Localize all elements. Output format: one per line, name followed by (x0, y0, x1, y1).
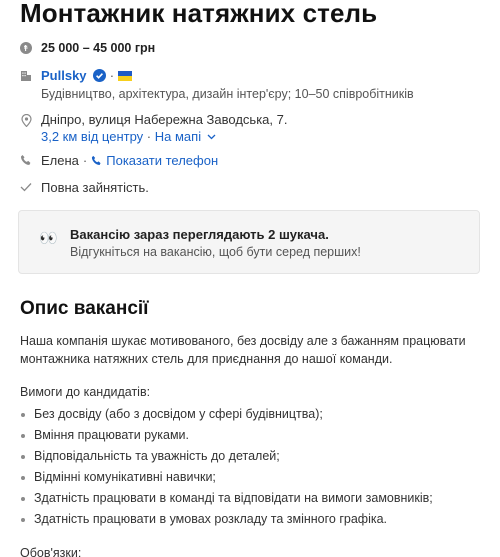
ukraine-flag-icon (118, 71, 132, 81)
viewers-notice (18, 210, 480, 274)
list-item: Вміння працювати руками. (20, 425, 490, 446)
employment-type: Повна зайнятість. (41, 180, 149, 195)
company-row (20, 67, 414, 103)
list-item: Відмінні комунікативні навички; (20, 467, 490, 488)
contact-name: Елена (41, 153, 79, 168)
salary-row (20, 41, 155, 55)
company-separator: · (109, 68, 115, 83)
currency-icon (20, 41, 32, 55)
building-icon (20, 69, 32, 83)
notice-subtitle: Відгукніться на вакансію, щоб бути серед перших! (70, 245, 361, 259)
location-pin-icon (20, 113, 32, 127)
requirements-list (20, 404, 490, 530)
list-item: Здатність працювати в команді та відповідати на вимоги замовників; (20, 488, 490, 509)
notice-title: Вакансію зараз переглядають 2 шукача. (70, 227, 329, 242)
phone-link-icon[interactable] (91, 155, 102, 166)
contact-separator: · (82, 153, 88, 168)
address-info (41, 111, 287, 145)
description-intro: Наша компанія шукає мотивованого, без досвіду але з бажанням працювати монтажника натяжних стель для приєднання до нашої команди. (20, 334, 466, 366)
phone-icon (20, 153, 32, 167)
company-details: Будівництво, архітектура, дизайн інтер'єру; 10–50 співробітників (41, 87, 414, 101)
company-info (41, 67, 414, 103)
address-row (20, 111, 287, 145)
duties-heading: Обов'язки: (20, 546, 82, 557)
requirements-heading: Вимоги до кандидатів: (20, 385, 151, 399)
map-link[interactable]: На мапі (154, 129, 202, 144)
map-separator: · (146, 129, 152, 144)
list-item: Відповідальність та уважність до деталей; (20, 446, 490, 467)
company-name-link[interactable]: Pullsky (41, 68, 87, 83)
contact-row (20, 153, 218, 168)
address-text: Дніпро, вулиця Набережна Заводська, 7. (41, 112, 288, 127)
page-title: Монтажник натяжних стель (20, 0, 378, 28)
list-item: Здатність працювати в умовах розкладу та змінного графіка. (20, 509, 490, 530)
eyes-icon: 👀 (39, 230, 58, 247)
employment-row (20, 180, 149, 195)
description-heading: Опис вакансії (20, 298, 149, 319)
list-item: Без досвіду (або з досвідом у сфері будівництва); (20, 404, 490, 425)
chevron-down-icon[interactable] (207, 134, 216, 140)
check-icon (20, 180, 32, 194)
salary-value: 25 000 – 45 000 грн (41, 41, 156, 55)
verified-icon (93, 69, 106, 82)
distance-link[interactable]: 3,2 км від центру (41, 129, 144, 144)
show-phone-link[interactable]: Показати телефон (106, 153, 219, 168)
